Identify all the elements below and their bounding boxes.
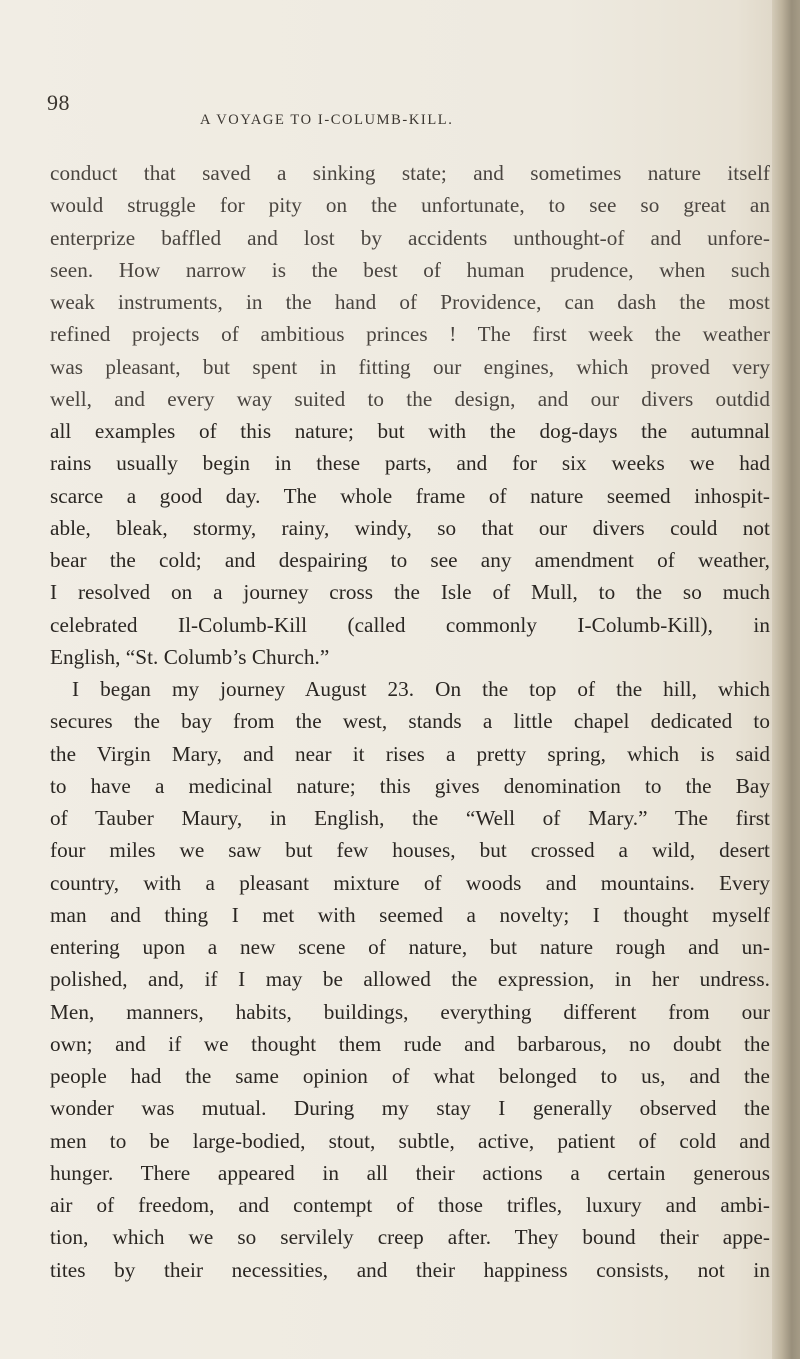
text-line: I began my journey August 23. On the top of the hill, which	[72, 677, 770, 701]
text-line: scarce a good day. The whole frame of nature seemed inhospit-	[50, 483, 770, 508]
text-line: own; and if we thought them rude and barbarous, no doubt the	[50, 1031, 770, 1056]
text-line: of Tauber Maury, in English, the “Well of Mary.” The first	[50, 806, 770, 830]
text-line: secures the bay from the west, stands a little chapel dedicated to	[50, 709, 770, 734]
text-line: people had the same opinion of what belonged to us, and the	[50, 1064, 770, 1088]
text-line: bear the cold; and despairing to see any amendment of weather,	[50, 548, 770, 572]
text-line: weak instruments, in the hand of Providence, can dash the most	[50, 290, 770, 314]
text-line: entering upon a new scene of nature, but nature rough and un-	[50, 935, 770, 959]
text-line: the Virgin Mary, and near it rises a pretty spring, which is said	[50, 741, 770, 766]
page-number: 98	[47, 90, 70, 115]
text-line: well, and every way suited to the design, and our divers outdid	[50, 386, 770, 411]
text-line: four miles we saw but few houses, but crossed a wild, desert	[50, 838, 770, 863]
body-text	[50, 157, 770, 1286]
text-line: celebrated Il-Columb-Kill (called commonly I-Columb-Kill), in	[50, 612, 770, 637]
text-line: seen. How narrow is the best of human prudence, when such	[50, 257, 770, 282]
text-line: air of freedom, and contempt of those trifles, luxury and ambi-	[50, 1193, 770, 1217]
text-line: polished, and, if I may be allowed the expression, in her undress.	[50, 967, 770, 992]
text-line: able, bleak, stormy, rainy, windy, so that our divers could not	[50, 515, 770, 540]
text-line: man and thing I met with seemed a novelty; I thought myself	[50, 902, 770, 927]
text-line: conduct that saved a sinking state; and sometimes nature itself	[50, 161, 770, 185]
text-line: was pleasant, but spent in fitting our engines, which proved very	[50, 354, 770, 379]
text-line: English, “St. Columb’s Church.”	[50, 644, 330, 669]
text-line: men to be large-bodied, stout, subtle, active, patient of cold and	[50, 1128, 770, 1153]
text-line: tion, which we so servilely creep after. They bound their appe-	[50, 1225, 770, 1250]
text-line: Men, manners, habits, buildings, everything different from our	[50, 999, 770, 1024]
text-line: rains usually begin in these parts, and for six weeks we had	[50, 451, 770, 476]
text-line: hunger. There appeared in all their actions a certain generous	[50, 1160, 770, 1185]
text-line: country, with a pleasant mixture of woods and mountains. Every	[50, 870, 770, 895]
page-gutter-shadow	[772, 0, 800, 1359]
text-line: refined projects of ambitious princes ! The first week the weather	[50, 322, 770, 347]
text-line: wonder was mutual. During my stay I generally observed the	[50, 1096, 770, 1121]
text-line: all examples of this nature; but with the dog-days the autumnal	[50, 419, 770, 443]
running-head: A VOYAGE TO I-COLUMB-KILL.	[200, 112, 454, 128]
text-line: to have a medicinal nature; this gives denomination to the Bay	[50, 773, 770, 798]
text-line: tites by their necessities, and their happiness consists, not in	[50, 1257, 770, 1282]
text-line: would struggle for pity on the unfortunate, to see so great an	[50, 193, 770, 218]
text-line: I resolved on a journey cross the Isle of Mull, to the so much	[50, 580, 770, 605]
text-line: enterprize baffled and lost by accidents unthought-of and unfore-	[50, 225, 770, 250]
